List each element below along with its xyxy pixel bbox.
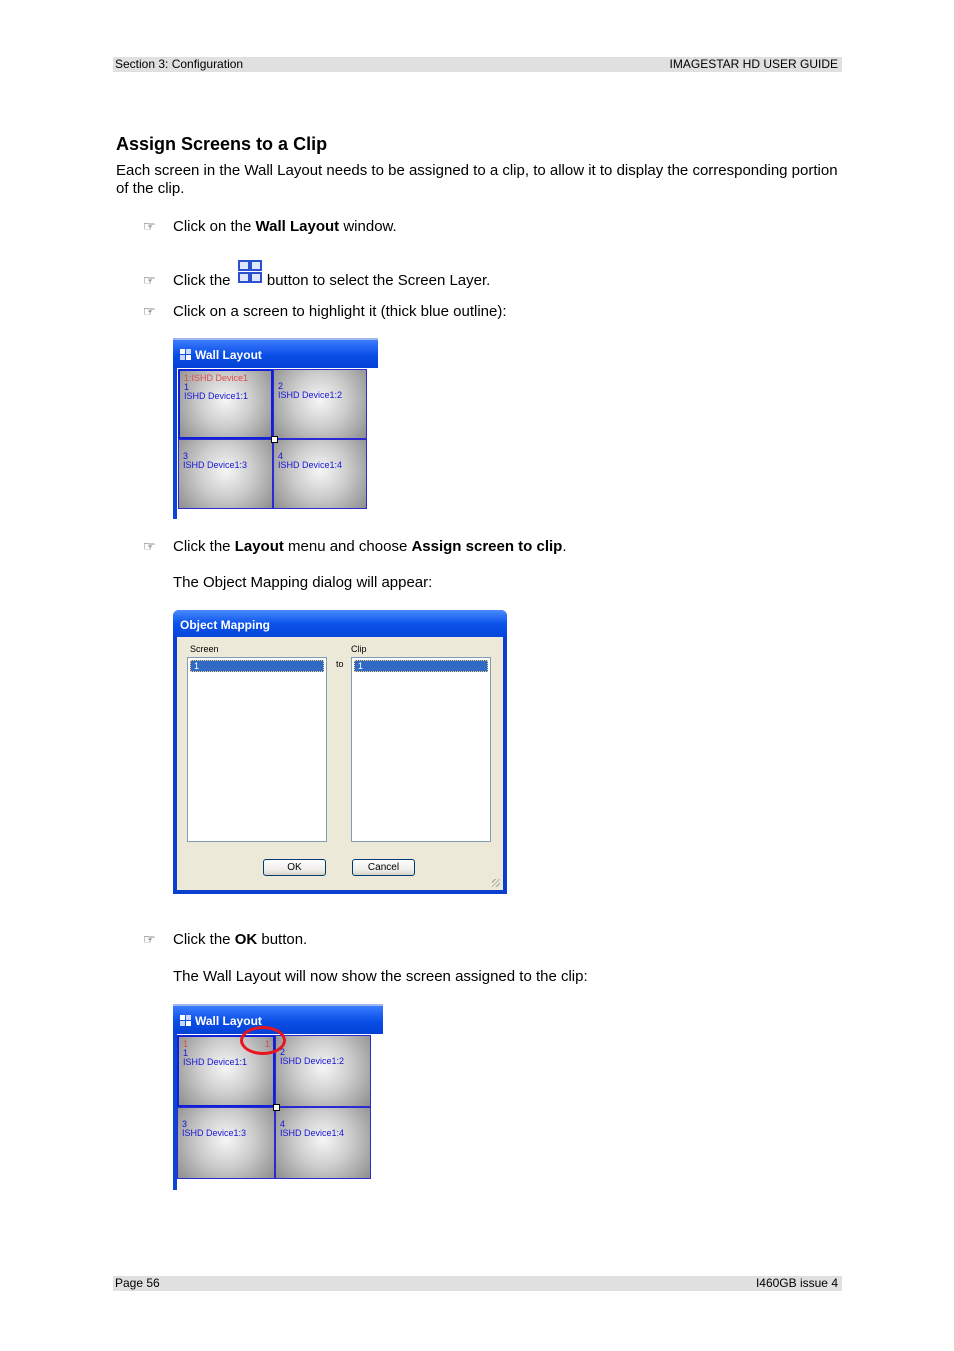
intro-paragraph: Each screen in the Wall Layout needs to be assigned to a clip, to allow it to display the corresponding portion of the clip. [116,162,838,197]
screen-cell-4[interactable]: 4 ISHD Device1:4 [275,1107,371,1179]
to-label: to [336,659,344,669]
pointing-hand-icon: ☞ [143,272,156,288]
dialog-note: The Object Mapping dialog will appear: [173,574,433,591]
wall-layout-titlebar[interactable]: Wall Layout [173,1004,383,1034]
screen-list-item[interactable]: 1 [190,660,324,672]
selection-handle[interactable] [271,436,278,443]
dialog-body [177,637,503,890]
step-4: ☞ Click the Layout menu and choose Assign screen to clip. [143,538,567,555]
wall-layout-icon [180,349,191,360]
step-3: ☞ Click on a screen to highlight it (thick blue outline): [143,303,507,320]
ok-button[interactable]: OK [263,859,326,876]
pointing-hand-icon: ☞ [143,303,156,319]
screen-cell-1[interactable]: 1 1 1 ISHD Device1:1 [177,1035,275,1107]
assigned-clip-number: 1 [264,1039,270,1049]
clip-listbox[interactable] [351,657,491,842]
screen-cell-3[interactable]: 3 ISHD Device1:3 [177,1107,275,1179]
wall-layout-window [173,338,378,519]
wall-layout-window-updated [173,1004,383,1190]
wall-layout-titlebar[interactable]: Wall Layout [173,338,378,368]
screen-cell-2[interactable]: 2 ISHD Device1:2 [275,1035,371,1107]
wall-layout-icon [180,1015,191,1026]
pointing-hand-icon: ☞ [143,931,156,947]
step-5: ☞ Click the OK button. [143,931,308,948]
section-heading: Assign Screens to a Clip [116,134,328,154]
highlight-circle [240,1026,286,1055]
selection-handle[interactable] [273,1104,280,1111]
screen-cell-1[interactable]: 1:ISHD Device1 1 ISHD Device1:1 [178,369,273,439]
page-header [113,57,842,72]
screen-label: Screen [190,644,219,654]
cancel-button[interactable]: Cancel [352,859,415,876]
screen-listbox[interactable] [187,657,327,842]
step-1: ☞ Click on the Wall Layout window. [143,218,397,235]
resize-grip[interactable] [492,879,500,887]
document-issue: I460GB issue 4 [755,1276,838,1290]
screen-cell-2[interactable]: 2 ISHD Device1:2 [273,369,367,439]
pointing-hand-icon: ☞ [143,218,156,234]
screen-layer-icon[interactable] [237,260,261,284]
guide-title: IMAGESTAR HD USER GUIDE [669,57,838,71]
screen-cell-4[interactable]: 4 ISHD Device1:4 [273,439,367,509]
section-label: Section 3: Configuration [115,57,244,71]
screen-cell-3[interactable]: 3 ISHD Device1:3 [178,439,273,509]
pointing-hand-icon: ☞ [143,538,156,554]
object-mapping-dialog [173,610,507,894]
clip-list-item[interactable]: 1 [354,660,488,672]
step-2: ☞ Click the button to select the Screen Layer. [143,265,490,290]
page-footer [113,1276,842,1291]
page-number: Page 56 [115,1276,160,1290]
result-note: The Wall Layout will now show the screen assigned to the clip: [173,968,588,985]
clip-label: Clip [351,644,367,654]
dialog-titlebar[interactable]: Object Mapping [173,610,507,637]
